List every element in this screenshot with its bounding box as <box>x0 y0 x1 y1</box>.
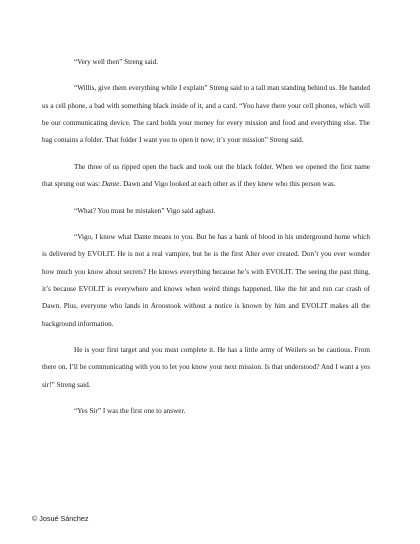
body-text <box>42 54 370 420</box>
paragraph: “Very well then” Streng said. <box>74 58 159 66</box>
copyright-footer: © Josué Sánchez <box>32 514 89 523</box>
paragraph-text: The three of us ripped open the back and took out the black folder. When we opened the first name that sprung out was: <box>42 162 370 189</box>
emphasized-name: Dante <box>101 180 120 189</box>
paragraph: “Vigo, I know what Dante means to you. But he has a bank of blood in his underground home which is delivered by EVOLIT. He is not a real vampire, but he is the first Alter ever created. Don’t you ever wonder how much you know about secrets? He knows everything because he’s with EVOLIT. The seeing the past thing, it’s because EVOLIT is everywhere and knows when weird things happened, like the hit and run car crash of Dawn. Plus, everyone who lands in Aroostook without a notice is known by him and EVOLIT makes all the background information. <box>42 233 370 328</box>
paragraph: He is your first target and you must complete it. He has a little army of Weilers so be cautious. From there on, I’ll be communicating with you to let you know your next mission. Is that understood? And I want a yes sir!” Streng said. <box>42 346 370 389</box>
paragraph: “Willis, give them everything while I explain” Streng said to a tall man standing behind us. He handed us a cell phone, a bad with something black inside of it, and a card. “You have there your cell phones, which will be our communicating device. The card holds your money for every mission and food and everything else. The bag contains a folder. That folder I want you to open it now; it’s your mission” Streng said. <box>42 84 370 145</box>
paragraph-text: . Dawn and Vigo looked at each other as if they knew who this person was. <box>119 180 336 189</box>
paragraph <box>42 159 370 194</box>
paragraph: “What? You must be mistaken” Vigo said aghast. <box>74 206 216 215</box>
paragraph: “Yes Sir” I was the first one to answer. <box>74 407 186 416</box>
